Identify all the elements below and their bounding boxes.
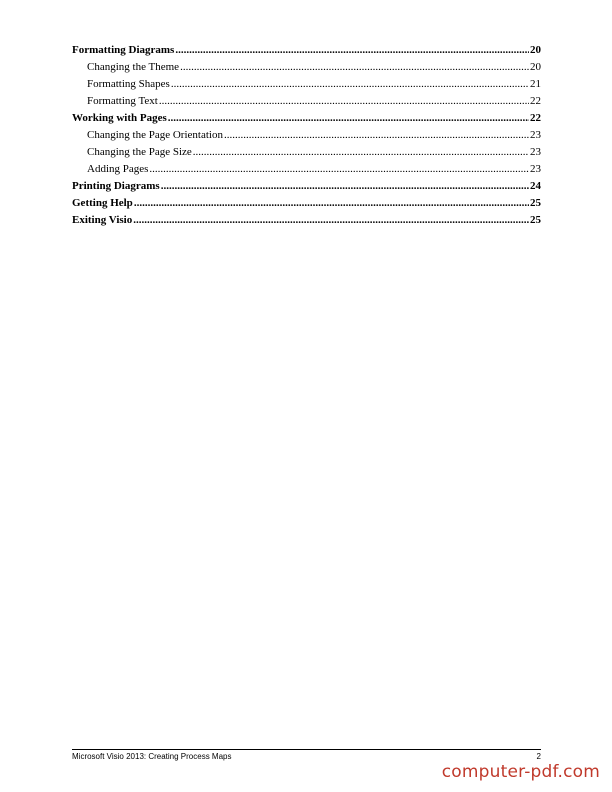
toc-entry-changing-the-page-size[interactable]: [72, 144, 541, 161]
toc-entry-formatting-diagrams[interactable]: [72, 42, 541, 59]
toc-entry-title: Adding Pages: [87, 163, 149, 175]
table-of-contents: [72, 42, 541, 229]
toc-dot-leader: [171, 76, 529, 93]
toc-entry-formatting-shapes[interactable]: [72, 76, 541, 93]
toc-entry-title: Changing the Theme: [87, 61, 180, 73]
toc-entry-title: Changing the Page Size: [87, 146, 192, 158]
toc-entry-title: Getting Help: [72, 197, 133, 209]
toc-dot-leader: [134, 195, 529, 212]
toc-entry-title: Printing Diagrams: [72, 180, 160, 192]
page-footer: [72, 749, 541, 762]
toc-entry-page: 21: [530, 78, 541, 90]
toc-dot-leader: [161, 178, 529, 195]
toc-dot-leader: [149, 161, 529, 178]
toc-entry-title: Formatting Shapes: [87, 78, 170, 90]
toc-dot-leader: [224, 127, 529, 144]
toc-entry-page: 22: [530, 112, 541, 124]
toc-dot-leader: [168, 110, 529, 127]
toc-entry-getting-help[interactable]: [72, 195, 541, 212]
toc-entry-page: 20: [530, 61, 541, 73]
footer-document-title: Microsoft Visio 2013: Creating Process Maps: [72, 752, 232, 761]
toc-entry-page: 25: [530, 197, 541, 209]
footer-page-number: 2: [536, 752, 541, 761]
toc-entry-page: 22: [530, 95, 541, 107]
toc-entry-page: 23: [530, 163, 541, 175]
toc-entry-page: 23: [530, 129, 541, 141]
toc-entry-page: 20: [530, 44, 541, 56]
toc-dot-leader: [159, 93, 529, 110]
toc-entry-title: Formatting Diagrams: [72, 44, 175, 56]
toc-entry-formatting-text[interactable]: [72, 93, 541, 110]
toc-entry-page: 25: [530, 214, 541, 226]
toc-entry-adding-pages[interactable]: [72, 161, 541, 178]
toc-entry-page: 24: [530, 180, 541, 192]
toc-dot-leader: [175, 42, 529, 59]
toc-dot-leader: [180, 59, 529, 76]
toc-entry-printing-diagrams[interactable]: [72, 178, 541, 195]
toc-dot-leader: [193, 144, 529, 161]
toc-entry-changing-the-theme[interactable]: [72, 59, 541, 76]
toc-entry-changing-the-page-orientation[interactable]: [72, 127, 541, 144]
toc-entry-title: Formatting Text: [87, 95, 158, 107]
toc-entry-working-with-pages[interactable]: [72, 110, 541, 127]
toc-entry-title: Exiting Visio: [72, 214, 133, 226]
toc-entry-page: 23: [530, 146, 541, 158]
watermark-link[interactable]: computer-pdf.com: [441, 762, 600, 782]
toc-entry-title: Working with Pages: [72, 112, 167, 124]
toc-entry-exiting-visio[interactable]: [72, 212, 541, 229]
toc-dot-leader: [133, 212, 529, 229]
toc-entry-title: Changing the Page Orientation: [87, 129, 223, 141]
